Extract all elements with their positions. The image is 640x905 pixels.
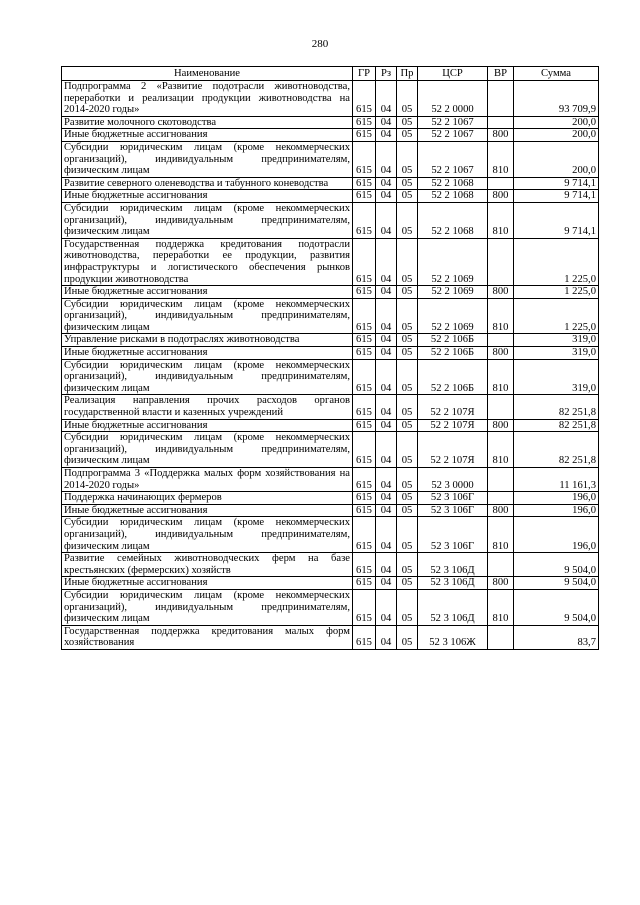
cell-name: Развитие молочного скотоводства [62, 116, 353, 129]
cell-csr: 52 2 107Я [418, 432, 488, 468]
cell-vr: 810 [488, 359, 514, 395]
cell-vr [488, 492, 514, 505]
cell-name: Субсидии юридическим лицам (кроме некоммерческих организаций), индивидуальным предпринимателям, физическим лицам [62, 359, 353, 395]
cell-name: Субсидии юридическим лицам (кроме некоммерческих организаций), индивидуальным предпринимателям, физическим лицам [62, 589, 353, 625]
cell-gr: 615 [353, 202, 376, 238]
cell-rz: 04 [376, 432, 397, 468]
cell-name: Иные бюджетные ассигнования [62, 419, 353, 432]
cell-name: Иные бюджетные ассигнования [62, 286, 353, 299]
cell-name: Развитие северного оленеводства и табунного коневодства [62, 177, 353, 190]
cell-name: Развитие семейных животноводческих ферм на базе крестьянских (фермерских) хозяйств [62, 553, 353, 577]
cell-name: Иные бюджетные ассигнования [62, 504, 353, 517]
cell-pr: 05 [397, 129, 418, 142]
cell-csr: 52 2 1069 [418, 298, 488, 334]
cell-csr: 52 2 107Я [418, 419, 488, 432]
cell-rz: 04 [376, 553, 397, 577]
cell-rz: 04 [376, 504, 397, 517]
table-row [62, 177, 599, 190]
cell-vr: 810 [488, 202, 514, 238]
cell-sum: 200,0 [514, 141, 599, 177]
cell-rz: 04 [376, 625, 397, 649]
cell-name: Иные бюджетные ассигнования [62, 129, 353, 142]
table-row [62, 347, 599, 360]
cell-csr: 52 3 106Г [418, 517, 488, 553]
table-row [62, 395, 599, 419]
cell-name: Субсидии юридическим лицам (кроме некоммерческих организаций), индивидуальным предпринимателям, физическим лицам [62, 517, 353, 553]
cell-vr [488, 238, 514, 285]
table-row [62, 553, 599, 577]
cell-name: Субсидии юридическим лицам (кроме некоммерческих организаций), индивидуальным предпринимателям, физическим лицам [62, 432, 353, 468]
cell-gr: 615 [353, 141, 376, 177]
cell-name: Субсидии юридическим лицам (кроме некоммерческих организаций), индивидуальным предпринимателям, физическим лицам [62, 202, 353, 238]
cell-sum: 9 714,1 [514, 190, 599, 203]
cell-gr: 615 [353, 334, 376, 347]
cell-gr: 615 [353, 504, 376, 517]
cell-sum: 82 251,8 [514, 432, 599, 468]
cell-rz: 04 [376, 492, 397, 505]
header-vr: ВР [488, 67, 514, 81]
cell-csr: 52 2 106Б [418, 347, 488, 360]
cell-csr: 52 3 106Д [418, 589, 488, 625]
table-row [62, 116, 599, 129]
cell-sum: 9 504,0 [514, 577, 599, 590]
cell-pr: 05 [397, 432, 418, 468]
cell-csr: 52 2 106Б [418, 359, 488, 395]
cell-name: Поддержка начинающих фермеров [62, 492, 353, 505]
cell-csr: 52 3 0000 [418, 468, 488, 492]
cell-vr [488, 81, 514, 117]
cell-csr: 52 2 106Б [418, 334, 488, 347]
cell-pr: 05 [397, 625, 418, 649]
cell-csr: 52 3 106Ж [418, 625, 488, 649]
cell-gr: 615 [353, 419, 376, 432]
cell-sum: 196,0 [514, 504, 599, 517]
table-row [62, 504, 599, 517]
table-row [62, 432, 599, 468]
table-row [62, 589, 599, 625]
cell-pr: 05 [397, 553, 418, 577]
cell-name: Управление рисками в подотраслях животноводства [62, 334, 353, 347]
header-gr: ГР [353, 67, 376, 81]
cell-pr: 05 [397, 395, 418, 419]
cell-csr: 52 2 1069 [418, 286, 488, 299]
cell-vr [488, 177, 514, 190]
cell-rz: 04 [376, 395, 397, 419]
cell-sum: 11 161,3 [514, 468, 599, 492]
table-row [62, 419, 599, 432]
cell-sum: 319,0 [514, 334, 599, 347]
cell-sum: 82 251,8 [514, 419, 599, 432]
cell-vr [488, 334, 514, 347]
cell-sum: 83,7 [514, 625, 599, 649]
cell-gr: 615 [353, 492, 376, 505]
cell-sum: 82 251,8 [514, 395, 599, 419]
cell-pr: 05 [397, 504, 418, 517]
header-pr: Пр [397, 67, 418, 81]
cell-rz: 04 [376, 286, 397, 299]
table-row [62, 286, 599, 299]
cell-gr: 615 [353, 625, 376, 649]
cell-gr: 615 [353, 589, 376, 625]
cell-pr: 05 [397, 286, 418, 299]
cell-gr: 615 [353, 347, 376, 360]
table-header-row [62, 67, 599, 81]
cell-gr: 615 [353, 116, 376, 129]
cell-sum: 9 504,0 [514, 589, 599, 625]
cell-vr [488, 553, 514, 577]
cell-csr: 52 2 0000 [418, 81, 488, 117]
cell-pr: 05 [397, 334, 418, 347]
cell-pr: 05 [397, 177, 418, 190]
cell-rz: 04 [376, 238, 397, 285]
cell-gr: 615 [353, 359, 376, 395]
cell-vr [488, 468, 514, 492]
cell-csr: 52 2 1067 [418, 116, 488, 129]
cell-gr: 615 [353, 432, 376, 468]
cell-rz: 04 [376, 129, 397, 142]
table-row [62, 468, 599, 492]
cell-sum: 196,0 [514, 517, 599, 553]
cell-gr: 615 [353, 129, 376, 142]
cell-csr: 52 2 1068 [418, 190, 488, 203]
cell-gr: 615 [353, 298, 376, 334]
cell-rz: 04 [376, 298, 397, 334]
cell-sum: 1 225,0 [514, 238, 599, 285]
table-row [62, 517, 599, 553]
cell-sum: 9 714,1 [514, 202, 599, 238]
table-row [62, 190, 599, 203]
cell-vr: 810 [488, 432, 514, 468]
header-csr: ЦСР [418, 67, 488, 81]
cell-vr: 800 [488, 347, 514, 360]
cell-vr [488, 116, 514, 129]
cell-pr: 05 [397, 419, 418, 432]
cell-pr: 05 [397, 190, 418, 203]
cell-rz: 04 [376, 589, 397, 625]
cell-vr: 800 [488, 577, 514, 590]
cell-vr: 810 [488, 298, 514, 334]
cell-sum: 93 709,9 [514, 81, 599, 117]
table-row [62, 625, 599, 649]
cell-gr: 615 [353, 238, 376, 285]
table-row [62, 81, 599, 117]
cell-pr: 05 [397, 589, 418, 625]
header-rz: Рз [376, 67, 397, 81]
cell-sum: 9 504,0 [514, 553, 599, 577]
table-row [62, 238, 599, 285]
cell-pr: 05 [397, 116, 418, 129]
table-row [62, 359, 599, 395]
cell-rz: 04 [376, 202, 397, 238]
cell-rz: 04 [376, 81, 397, 117]
cell-rz: 04 [376, 141, 397, 177]
cell-rz: 04 [376, 190, 397, 203]
cell-sum: 319,0 [514, 359, 599, 395]
cell-name: Иные бюджетные ассигнования [62, 190, 353, 203]
cell-pr: 05 [397, 141, 418, 177]
cell-sum: 200,0 [514, 129, 599, 142]
page-number: 280 [311, 38, 329, 50]
table-row [62, 298, 599, 334]
cell-vr: 800 [488, 504, 514, 517]
cell-name: Реализация направления прочих расходов органов государственной власти и казенных учреждений [62, 395, 353, 419]
cell-csr: 52 2 1069 [418, 238, 488, 285]
cell-csr: 52 3 106Г [418, 504, 488, 517]
cell-pr: 05 [397, 81, 418, 117]
cell-vr: 800 [488, 286, 514, 299]
table-row [62, 492, 599, 505]
cell-csr: 52 2 1068 [418, 177, 488, 190]
cell-gr: 615 [353, 177, 376, 190]
cell-csr: 52 3 106Д [418, 577, 488, 590]
cell-rz: 04 [376, 468, 397, 492]
cell-rz: 04 [376, 116, 397, 129]
cell-rz: 04 [376, 334, 397, 347]
header-name: Наименование [62, 67, 353, 81]
cell-pr: 05 [397, 347, 418, 360]
table-row [62, 334, 599, 347]
cell-csr: 52 3 106Г [418, 492, 488, 505]
cell-pr: 05 [397, 577, 418, 590]
table-row [62, 202, 599, 238]
cell-rz: 04 [376, 517, 397, 553]
cell-name: Субсидии юридическим лицам (кроме некоммерческих организаций), индивидуальным предпринимателям, физическим лицам [62, 298, 353, 334]
cell-gr: 615 [353, 395, 376, 419]
cell-vr: 800 [488, 190, 514, 203]
cell-gr: 615 [353, 577, 376, 590]
cell-pr: 05 [397, 359, 418, 395]
cell-name: Государственная поддержка кредитования подотрасли животноводства, переработки ее продукции, развития инфраструктуры и логистического обеспечения рынков продукции животноводства [62, 238, 353, 285]
cell-sum: 9 714,1 [514, 177, 599, 190]
cell-sum: 1 225,0 [514, 286, 599, 299]
header-sum: Сумма [514, 67, 599, 81]
table-row [62, 577, 599, 590]
cell-csr: 52 3 106Д [418, 553, 488, 577]
cell-vr [488, 395, 514, 419]
cell-gr: 615 [353, 468, 376, 492]
cell-vr: 810 [488, 141, 514, 177]
cell-pr: 05 [397, 298, 418, 334]
cell-rz: 04 [376, 347, 397, 360]
cell-vr: 810 [488, 517, 514, 553]
cell-name: Государственная поддержка кредитования малых форм хозяйствования [62, 625, 353, 649]
cell-vr: 810 [488, 589, 514, 625]
cell-rz: 04 [376, 177, 397, 190]
cell-pr: 05 [397, 517, 418, 553]
table-row [62, 141, 599, 177]
cell-csr: 52 2 1068 [418, 202, 488, 238]
cell-name: Иные бюджетные ассигнования [62, 577, 353, 590]
cell-pr: 05 [397, 468, 418, 492]
cell-csr: 52 2 1067 [418, 129, 488, 142]
budget-table [61, 66, 599, 650]
cell-gr: 615 [353, 517, 376, 553]
cell-name: Подпрограмма 2 «Развитие подотрасли животноводства, переработки и реализации продукции животноводства на 2014-2020 годы» [62, 81, 353, 117]
cell-pr: 05 [397, 202, 418, 238]
cell-sum: 1 225,0 [514, 298, 599, 334]
cell-sum: 196,0 [514, 492, 599, 505]
cell-name: Иные бюджетные ассигнования [62, 347, 353, 360]
table-row [62, 129, 599, 142]
cell-csr: 52 2 107Я [418, 395, 488, 419]
cell-vr: 800 [488, 129, 514, 142]
cell-vr: 800 [488, 419, 514, 432]
cell-gr: 615 [353, 553, 376, 577]
cell-name: Субсидии юридическим лицам (кроме некоммерческих организаций), индивидуальным предпринимателям, физическим лицам [62, 141, 353, 177]
cell-pr: 05 [397, 238, 418, 285]
cell-name: Подпрограмма 3 «Поддержка малых форм хозяйствования на 2014-2020 годы» [62, 468, 353, 492]
cell-pr: 05 [397, 492, 418, 505]
cell-csr: 52 2 1067 [418, 141, 488, 177]
cell-gr: 615 [353, 81, 376, 117]
cell-gr: 615 [353, 286, 376, 299]
table-body [62, 81, 599, 650]
cell-rz: 04 [376, 359, 397, 395]
cell-sum: 319,0 [514, 347, 599, 360]
cell-rz: 04 [376, 577, 397, 590]
cell-gr: 615 [353, 190, 376, 203]
cell-rz: 04 [376, 419, 397, 432]
cell-sum: 200,0 [514, 116, 599, 129]
cell-vr [488, 625, 514, 649]
